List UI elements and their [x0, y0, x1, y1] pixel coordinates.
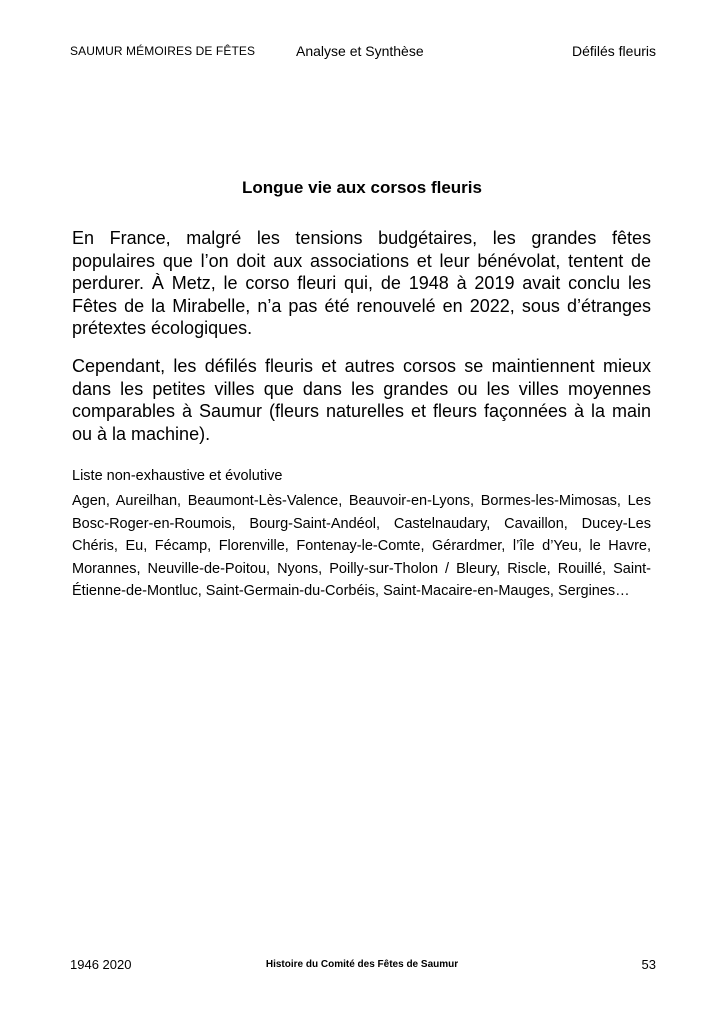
footer-years: 1946 2020 — [70, 957, 132, 972]
page-title: Longue vie aux corsos fleuris — [242, 178, 482, 197]
paragraph-2: Cependant, les défilés fleuris et autres corsos se maintiennent mieux dans les petites villes que dans les grandes ou les villes moyennes comparables à Saumur (fleurs naturelles et fleurs façonnées à la main ou à la machine). — [72, 356, 651, 444]
paragraph-1: En France, malgré les tensions budgétaires, les grandes fêtes populaires que l’on doit aux associations et leur bénévolat, tentent de perdurer. À Metz, le corso fleuri qui, de 1948 à 2019 avait conclu les Fêtes de la Mirabelle, n’a pas été renouvelé en 2022, sous d’étranges prétextes écologiques. — [72, 228, 651, 338]
list-heading: Liste non-exhaustive et évolutive — [72, 468, 283, 484]
header-publication-title: SAUMUR MÉMOIRES DE FÊTES — [70, 44, 256, 58]
town-list: Agen, Aureilhan, Beaumont-Lès-Valence, Beauvoir-en-Lyons, Bormes-les-Mimosas, Les Bosc-Roger-en-Roumois, Bourg-Saint-Andéol, Castelnaudary, Cavaillon, Ducey-Les Chéris, Eu, Fécamp, Florenville, Fontenay-le-Comte, Gérardmer, l’île d’Yeu, le Havre, Morannes, Neuville-de-Poitou, Nyons, Poilly-sur-Tholon / Bleury, Riscle, Rouillé, Saint-Étienne-de-Montluc, Saint-Germain-du-Corbéis, Saint-Macaire-en-Mauges, Sergines… — [72, 493, 651, 600]
page-number: 53 — [641, 957, 656, 972]
header-chapter-title: Défilés fleuris — [571, 43, 656, 59]
footer-book-title: Histoire du Comité des Fêtes de Saumur — [265, 959, 459, 970]
header-section-title: Analyse et Synthèse — [296, 43, 424, 59]
